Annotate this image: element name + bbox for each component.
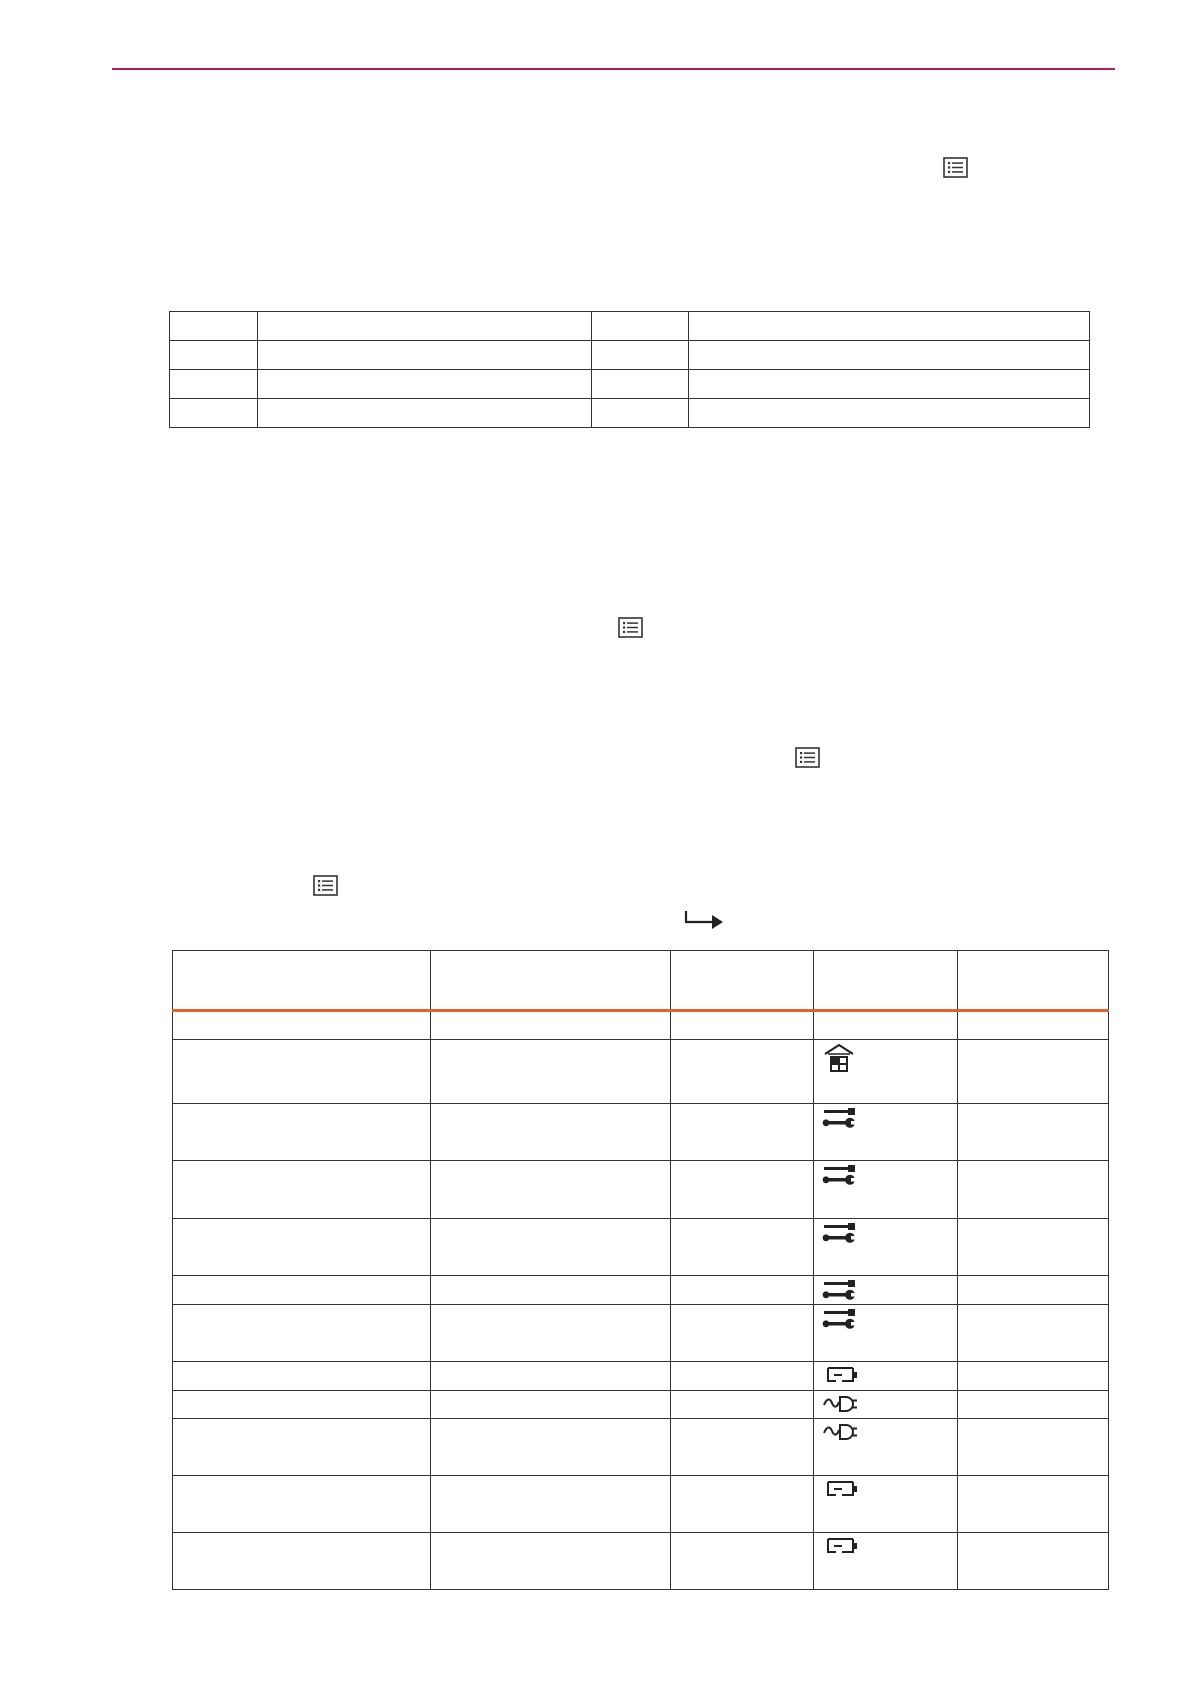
table-cell [431, 1161, 671, 1219]
table-cell [173, 1476, 431, 1533]
table-cell [814, 1419, 958, 1476]
subheader-cell [173, 1011, 431, 1040]
table-cell [431, 1104, 671, 1161]
list-menu-icon [943, 157, 968, 178]
table-cell [431, 1391, 671, 1419]
table-cell [958, 1362, 1109, 1391]
table-row [173, 1362, 1109, 1391]
table-cell [958, 1104, 1109, 1161]
table-cell [592, 341, 689, 370]
table-cell [258, 312, 592, 341]
table-cell [671, 1104, 814, 1161]
table-cell [958, 1219, 1109, 1276]
table-row [173, 1161, 1109, 1219]
table-cell [173, 1362, 431, 1391]
table-cell [814, 1362, 958, 1391]
table-row [173, 1104, 1109, 1161]
table-cell [814, 1104, 958, 1161]
table-cell [814, 1305, 958, 1362]
table-cell [173, 1104, 431, 1161]
table-cell [671, 1362, 814, 1391]
table-cell [431, 1533, 671, 1590]
table-cell [689, 370, 1090, 399]
table-cell [671, 1276, 814, 1305]
arrow-right-icon [684, 909, 724, 931]
table-cell [689, 399, 1090, 428]
table-cell [814, 1533, 958, 1590]
tools-icon [822, 1222, 858, 1244]
subheader-cell [671, 1011, 814, 1040]
column-header [173, 951, 431, 1011]
table-row [170, 399, 1090, 428]
column-header [431, 951, 671, 1011]
small-table [169, 311, 1090, 428]
header-rule [112, 68, 1115, 70]
table-cell [958, 1476, 1109, 1533]
battery-icon [822, 1365, 860, 1385]
table-cell [173, 1391, 431, 1419]
subheader-cell [431, 1011, 671, 1040]
table-cell [958, 1533, 1109, 1590]
table-row [173, 1040, 1109, 1104]
table-cell [173, 1419, 431, 1476]
table-cell [170, 399, 258, 428]
list-menu-icon [618, 617, 643, 638]
table-row [173, 1305, 1109, 1362]
table-cell [958, 1276, 1109, 1305]
table-cell [170, 341, 258, 370]
table-cell [671, 1305, 814, 1362]
table-cell [689, 312, 1090, 341]
tools-icon [822, 1308, 858, 1330]
column-header [814, 951, 958, 1011]
column-header [958, 951, 1109, 1011]
table-cell [173, 1219, 431, 1276]
table-cell [431, 1305, 671, 1362]
table-cell [689, 341, 1090, 370]
table-cell [170, 370, 258, 399]
table-cell [431, 1362, 671, 1391]
table-cell [958, 1161, 1109, 1219]
tools-icon [822, 1107, 858, 1129]
table-row [170, 341, 1090, 370]
table-cell [814, 1040, 958, 1104]
table-cell [671, 1391, 814, 1419]
table-cell [958, 1391, 1109, 1419]
table-cell [671, 1533, 814, 1590]
table-cell [958, 1040, 1109, 1104]
table-row [170, 370, 1090, 399]
table-cell [671, 1219, 814, 1276]
mains-plug-icon [822, 1394, 860, 1414]
list-menu-icon [795, 747, 820, 768]
table-cell [173, 1305, 431, 1362]
table-cell [170, 312, 258, 341]
subheader-cell [958, 1011, 1109, 1040]
table-row [173, 1419, 1109, 1476]
table-cell [173, 1161, 431, 1219]
table-cell [592, 399, 689, 428]
table-cell [814, 1476, 958, 1533]
table-row [173, 1219, 1109, 1276]
table-cell [258, 341, 592, 370]
tools-icon [822, 1164, 858, 1186]
table-cell [173, 1040, 431, 1104]
tools-icon [822, 1279, 858, 1301]
battery-icon [822, 1536, 860, 1556]
table-cell [671, 1476, 814, 1533]
table-row [173, 1476, 1109, 1533]
table-row [170, 312, 1090, 341]
table-cell [958, 1419, 1109, 1476]
table-cell [431, 1276, 671, 1305]
table-header-row [173, 951, 1109, 1011]
house-grid-icon [822, 1043, 856, 1073]
table-cell [258, 370, 592, 399]
table-cell [671, 1040, 814, 1104]
table-cell [814, 1276, 958, 1305]
table-cell [431, 1419, 671, 1476]
table-cell [431, 1476, 671, 1533]
table-row [173, 1276, 1109, 1305]
table-cell [814, 1391, 958, 1419]
subheader-cell [814, 1011, 958, 1040]
table-cell [592, 370, 689, 399]
mains-plug-icon [822, 1422, 860, 1442]
list-menu-icon [313, 875, 338, 896]
table-cell [431, 1219, 671, 1276]
table-cell [958, 1305, 1109, 1362]
table-cell [814, 1219, 958, 1276]
column-header [671, 951, 814, 1011]
table-cell [671, 1161, 814, 1219]
table-cell [173, 1276, 431, 1305]
table-row [173, 1533, 1109, 1590]
battery-icon [822, 1479, 860, 1499]
table-cell [258, 399, 592, 428]
table-cell [431, 1040, 671, 1104]
table-cell [671, 1419, 814, 1476]
table-cell [592, 312, 689, 341]
table-subheader-row [173, 1011, 1109, 1040]
status-table [172, 950, 1109, 1590]
table-cell [173, 1533, 431, 1590]
table-row [173, 1391, 1109, 1419]
table-cell [814, 1161, 958, 1219]
